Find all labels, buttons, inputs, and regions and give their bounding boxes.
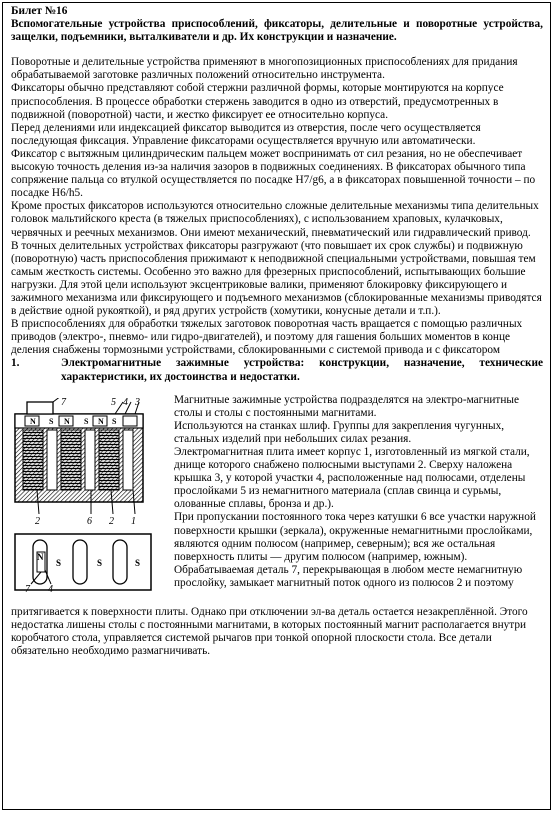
figure-paragraph: Обрабатываемая деталь 7, перекрывающая в любом месте немагнитную прослойку, замыкает магнитный поток одного из полюсов 2 и поэтому [174,563,523,589]
body-paragraph: Кроме простых фиксаторов используются относительно сложные делительные механизмы типа делительных головок мальтийского креста (в тяжелых приспособлениях), с использованием храповых, кулачковых, червячных и реечных механизмов. Они имеют механический, пневматический или гидравлический привод. [11,200,539,239]
question-number: 1. [11,357,20,370]
callout-label: 1 [131,515,136,527]
plate-section [15,398,143,514]
document-page [2,2,551,810]
pole-label: S [112,416,117,426]
figure-side-text [174,394,543,590]
callout-label: 3 [135,397,140,408]
callout-label: 5 [111,397,116,408]
question-heading [11,357,543,383]
ticket-heading: Вспомогательные устройства приспособлений, фиксаторы, делительные и поворотные устройства, защелки, подъемники, выталкиватели и др. Их конструкции и назначение. [11,18,543,44]
pole-label: N [30,416,36,426]
figure-paragraph: Магнитные зажимные устройства подразделятся на электро-магнитные столы и столы с постоянными магнитами. [174,393,519,419]
spacer [11,44,543,56]
magnetic-plate-figure [11,398,167,594]
pole-label: S [84,416,89,426]
pole-label: S [97,557,103,568]
callout-label: 2 [35,515,40,527]
document-content [11,5,543,658]
pole-label: S [56,557,62,568]
body-paragraph: В точных делительных устройствах фиксаторы разгружают (что повышает их срок службы) и подвижную (поворотную) часть приспособления прижимают к неподвижной специальными устройствами, повышая тем самым жесткость системы. Особенно это важно для фрезерных приспособлений, испытывающих большие нагрузки. Для этой цели используют эксцентриковые валики, применяют блокировку фиксирующего и зажимного механизма или фиксирующего и подъемного механизмов (сблокированные механизмы приводятся в действие одной рукояткой), и ряд других устройств (хомутики, конусные детали и т.п.). [11,239,542,318]
callout-label: 6 [87,515,92,527]
callout-label: 7 [61,397,66,408]
question-text: Электромагнитные зажимные устройства: конструкции, назначение, технические характеристики, их достоинства и недостатки. [61,357,543,383]
body-paragraph: Поворотные и делительные устройства применяют в многопозиционных приспособлениях для придания обрабатываемой заготовке различных положений относительно инструмента. [11,56,518,82]
plate-plan-view [15,534,151,590]
after-figure-paragraph: притягивается к поверхности плиты. Однако при отключении эл-ва деталь остается незакреплённой. Этого недостатка лишены столы с постоянными магнитами, в которых постоянный магнит располагается внутри коробчатого стола, управляется системой рычагов при тонкой опорной плоскости стола. Все детали обязательно необходимо размагничивать. [11,605,528,657]
pole-label: N [98,416,104,426]
pole-label: S [135,557,141,568]
callout-label: 4 [48,583,53,594]
callout-label: 4 [123,397,128,408]
body-paragraph: Фиксатор с вытяжным цилиндрическим пальцем может воспринимать от сил резания, но не обеспечивает высокую точность деления из-за наличия зазоров в подвижных соединениях. В фиксаторах обычного типа сопряжение пальца со втулкой осуществляется по посадке H7/g6, а в фиксаторах повышенной точности – по посадке H6/h5. [11,147,536,200]
figure-paragraph: Используются на станках шлиф. Группы для закрепления чугунных, стальных изделий при небольших силах резания. [174,419,505,445]
ticket-title: Билет №16 [11,5,68,17]
pole-label: S [49,416,54,426]
figure-row [11,394,543,606]
callout-label: 7 [25,583,30,594]
pole-label: N [37,551,44,562]
body-paragraph: В приспособлениях для обработки тяжелых заготовок поворотная часть вращается с помощью различных приводов (электро-, пневмо- или гидро-двигателей), и поэтому для гашения больших моментов в конце деления снабжены тормозными устройствами, сблокированными с системой привода и с фиксатором [11,318,523,357]
pole-label: N [64,416,70,426]
callout-label: 2 [109,515,114,527]
figure-paragraph: При пропускании постоянного тока через катушки 6 все участки наружной поверхности крышки (зеркала), окруженные немагнитными прослойками, являются одним полюсом (например, северным); вся же остальная поверхность плиты — другим полюсом (например, южным). [174,511,536,563]
body-paragraph: Перед делениями или индексацией фиксатор выводится из отверстия, после чего осуществляется последующая фиксация. Управление фиксаторами осуществляется вручную или автоматически. [11,121,481,147]
body-paragraph: Фиксаторы обычно представляют собой стержни различной формы, которые монтируются на корпусе приспособления. В процессе обработки стержень заводится в одно из отверстий, предусмотренных в подвижной (поворотной) части, и жестко фиксирует ее относительно корпуса. [11,82,504,121]
figure-paragraph: Электромагнитная плита имеет корпус 1, изготовленный из мягкой стали, днище которого снабжено полюсными выступами 2. Сверху наложена крышка 3, у которой участки 4, расположенные над полюсами, отделены прослойками 5 из немагнитного материала (сплав свинца и сурьмы, олованные сплавы, бронза и др.). [174,446,530,511]
